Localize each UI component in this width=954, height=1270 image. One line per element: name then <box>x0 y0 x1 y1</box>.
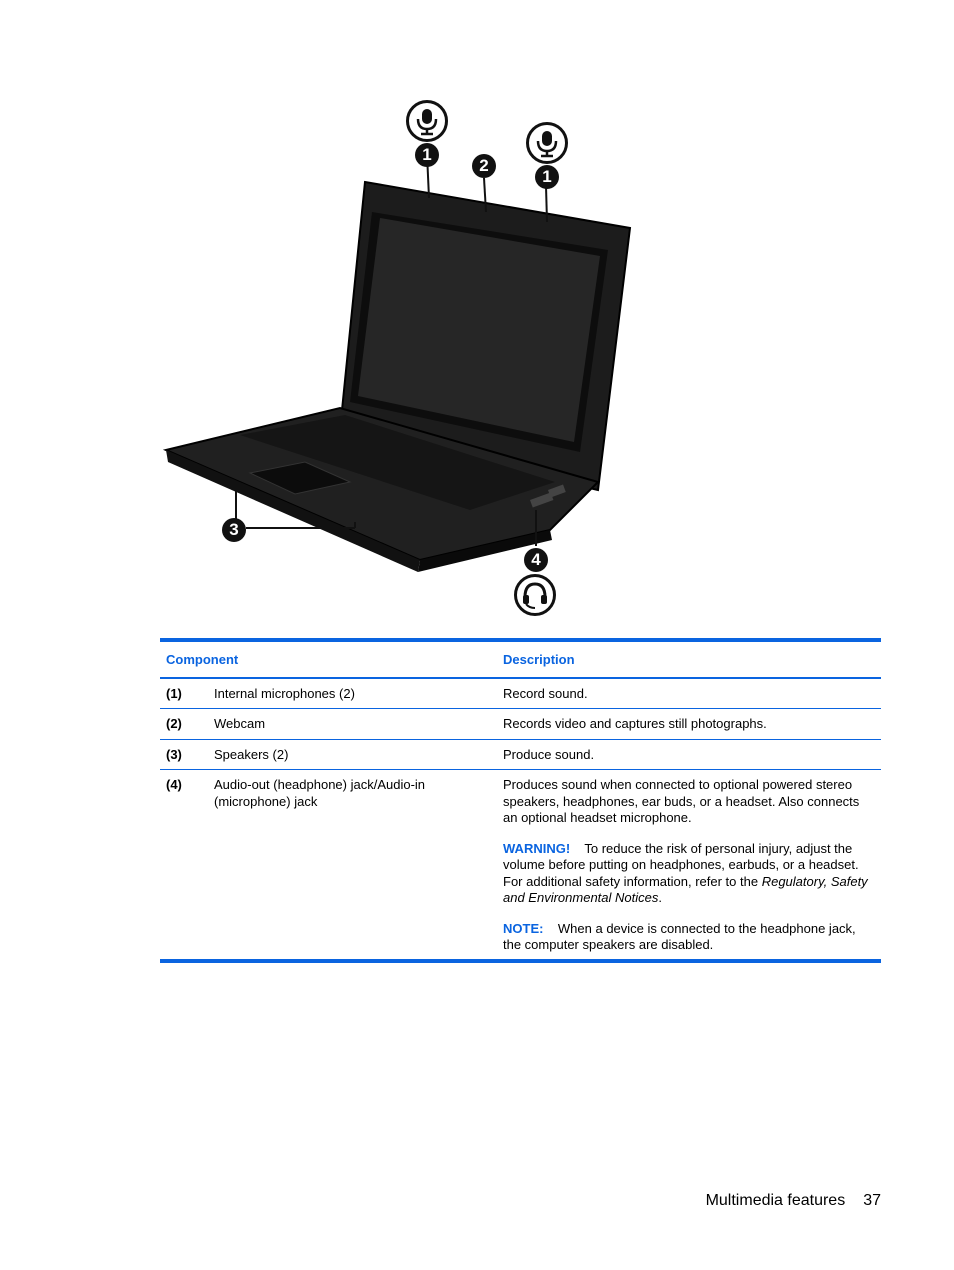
row-number: (4) <box>160 770 208 961</box>
table-header-row <box>160 640 881 678</box>
row-description: Record sound. <box>497 678 881 709</box>
row-component: Webcam <box>208 709 497 740</box>
microphone-icon <box>406 100 448 142</box>
component-table <box>160 638 881 963</box>
table-row <box>160 678 881 709</box>
note-paragraph <box>503 921 875 954</box>
row-number: (3) <box>160 739 208 770</box>
microphone-glyph <box>409 103 445 139</box>
row-component: Speakers (2) <box>208 739 497 770</box>
page-number: 37 <box>863 1192 881 1209</box>
callout-1-left: 1 <box>415 143 439 167</box>
callout-3: 3 <box>222 518 246 542</box>
laptop-figure <box>150 90 650 620</box>
table-row <box>160 709 881 740</box>
microphone-glyph <box>529 125 565 161</box>
microphone-icon <box>526 122 568 164</box>
section-title: Multimedia features <box>705 1192 846 1209</box>
table-row <box>160 770 881 961</box>
warning-text: To reduce the risk of personal injury, adjust the volume before putting on headphones, earbuds, or a headset. For additional safety information, refer to the <box>503 840 859 889</box>
row-number: (2) <box>160 709 208 740</box>
note-text: When a device is connected to the headphone jack, the computer speakers are disabled. <box>503 920 856 952</box>
laptop-illustration <box>150 90 650 620</box>
row-description: Records video and captures still photographs. <box>497 709 881 740</box>
component-header: Component <box>160 640 497 678</box>
warning-end: . <box>658 890 662 905</box>
warning-paragraph <box>503 841 875 907</box>
warning-reference: Regulatory, Safety and Environmental Notices <box>503 873 868 905</box>
headset-icon <box>514 574 556 616</box>
callout-1-right: 1 <box>535 165 559 189</box>
table-row <box>160 739 881 770</box>
row-number: (1) <box>160 678 208 709</box>
note-label: NOTE: <box>503 920 544 936</box>
row-description-cell <box>497 770 881 961</box>
callout-4: 4 <box>524 548 548 572</box>
row-component: Audio-out (headphone) jack/Audio-in (microphone) jack <box>208 770 497 961</box>
row-description: Produces sound when connected to optional powered stereo speakers, headphones, ear buds, or a headset. Also connects an optional headset microphone. <box>503 777 860 825</box>
description-header: Description <box>497 640 881 678</box>
callout-2: 2 <box>472 154 496 178</box>
page-footer <box>706 1192 881 1210</box>
row-component: Internal microphones (2) <box>208 678 497 709</box>
headset-glyph <box>517 577 553 613</box>
warning-label: WARNING! <box>503 840 571 856</box>
row-description: Produce sound. <box>497 739 881 770</box>
